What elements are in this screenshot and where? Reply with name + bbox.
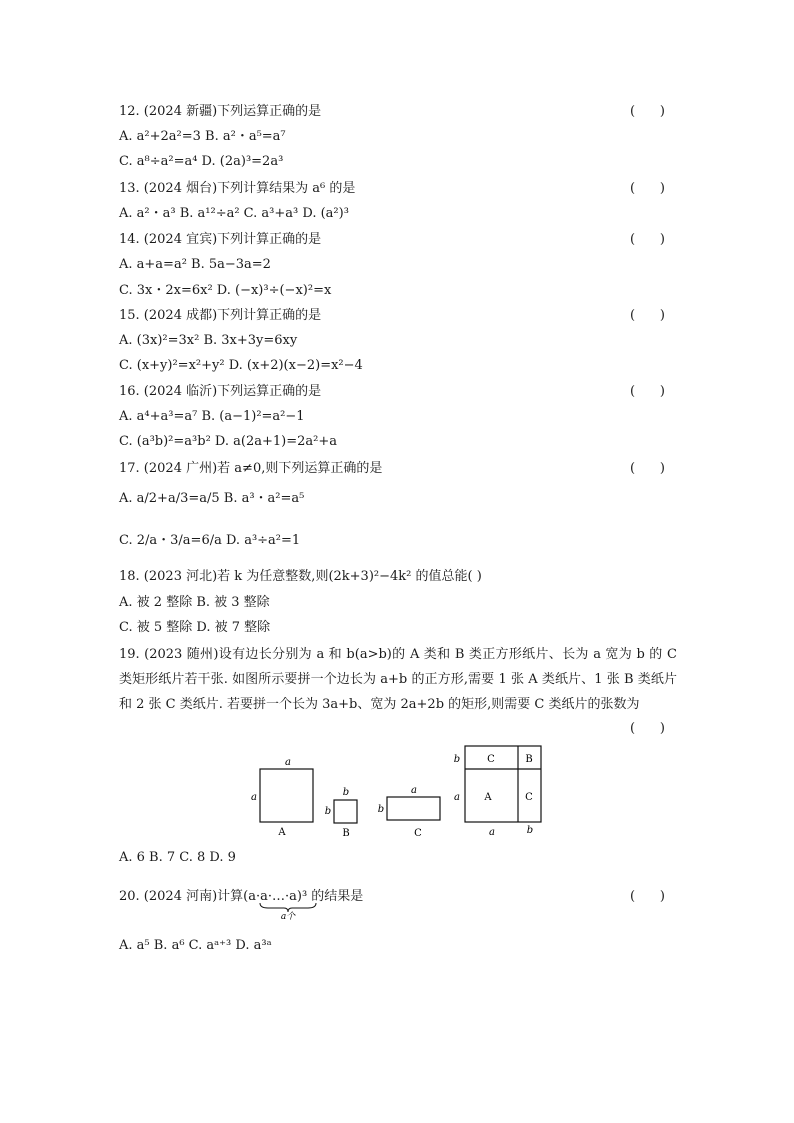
square-a-shape bbox=[260, 769, 313, 822]
question-20-answer-bracket[interactable]: ( ) bbox=[630, 889, 665, 904]
square-a-top-label: a bbox=[285, 757, 291, 768]
question-13-answer-bracket[interactable]: ( ) bbox=[630, 181, 665, 196]
question-16-options-cd: C. (a³b)²=a³b² D. a(2a+1)=2a²+a bbox=[119, 434, 337, 449]
question-17-options-cd: C. 2/a・3/a=6/a D. a³÷a²=1 bbox=[119, 533, 301, 548]
question-17-stem: 17. (2024 广州)若 a≠0,则下列运算正确的是 bbox=[119, 461, 383, 476]
question-18-options-cd: C. 被 5 整除 D. 被 7 整除 bbox=[119, 620, 271, 635]
question-14-options-ab: A. a+a=a² B. 5a−3a=2 bbox=[119, 257, 271, 272]
square-b-top-label: b bbox=[342, 787, 350, 798]
question-20-stem: 20. (2024 河南)计算(a·a·…·a)³ 的结果是 bbox=[119, 889, 364, 904]
rect-c-left-label: b bbox=[377, 804, 385, 815]
question-17-options-ab: A. a/2+a/3=a/5 B. a³・a²=a⁵ bbox=[119, 491, 305, 506]
question-16-options-ab: A. a⁴+a³=a⁷ B. (a−1)²=a²−1 bbox=[119, 409, 305, 424]
square-b-shape bbox=[334, 800, 357, 823]
question-16-answer-bracket[interactable]: ( ) bbox=[630, 384, 665, 399]
question-15-options-cd: C. (x+y)²=x²+y² D. (x+2)(x−2)=x²−4 bbox=[119, 358, 363, 373]
question-15-answer-bracket[interactable]: ( ) bbox=[630, 308, 665, 323]
question-12-options-ab: A. a²+2a²=3 B. a²・a⁵=a⁷ bbox=[119, 129, 286, 144]
question-15-options-ab: A. (3x)²=3x² B. 3x+3y=6xy bbox=[119, 333, 298, 348]
question-14-stem: 14. (2024 宜宾)下列计算正确的是 bbox=[119, 232, 322, 247]
paper-pieces-figure bbox=[248, 742, 548, 842]
question-19-stem: 19. (2023 随州)设有边长分别为 a 和 b(a>b)的 A 类和 B 类正方形纸片、长为 a 宽为 b 的 C 类矩形纸片若干张. 如图所示要拼一个边长为 a+b 的正方形,需要 1 张 A 类纸片、1 张 B 类纸片和 2 张 C 类纸片. 若要拼一个长为 3a+b、宽为 2a+2b 的矩形,则需要 C 类纸片的张数为 bbox=[119, 647, 677, 712]
question-19-answer-bracket[interactable]: ( ) bbox=[630, 721, 665, 736]
question-12-options-cd: C. a⁸÷a²=a⁴ D. (2a)³=2a³ bbox=[119, 154, 284, 169]
question-18-stem: 18. (2023 河北)若 k 为任意整数,则(2k+3)²−4k² 的值总能( ) bbox=[119, 569, 482, 584]
question-20-options: A. a⁵ B. a⁶ C. aᵃ⁺³ D. a³ᵃ bbox=[119, 938, 272, 953]
question-14-answer-bracket[interactable]: ( ) bbox=[630, 232, 665, 247]
square-b-left-label: b bbox=[324, 806, 332, 817]
question-13-stem: 13. (2024 烟台)下列计算结果为 a⁶ 的是 bbox=[119, 181, 356, 196]
question-16-stem: 16. (2024 临沂)下列运算正确的是 bbox=[119, 384, 322, 399]
question-18-options-ab: A. 被 2 整除 B. 被 3 整除 bbox=[119, 595, 270, 610]
combined-bottom-b-label: b bbox=[526, 825, 534, 836]
square-b-name-label: B bbox=[342, 828, 350, 839]
question-14-options-cd: C. 3x・2x=6x² D. (−x)³÷(−x)²=x bbox=[119, 283, 332, 298]
question-15-stem: 15. (2024 成都)下列计算正确的是 bbox=[119, 308, 322, 323]
underbrace-label: a个 bbox=[280, 912, 296, 920]
combined-c-top-label: C bbox=[487, 754, 495, 765]
combined-a-label: A bbox=[484, 792, 492, 803]
rect-c-name-label: C bbox=[414, 828, 422, 839]
square-a-left-label: a bbox=[251, 792, 257, 803]
question-12-answer-bracket[interactable]: ( ) bbox=[630, 104, 665, 119]
question-17-answer-bracket[interactable]: ( ) bbox=[630, 461, 665, 476]
combined-left-a-label: a bbox=[454, 792, 460, 803]
rect-c-shape bbox=[387, 797, 440, 820]
square-a-name-label: A bbox=[278, 827, 286, 838]
combined-b-label: B bbox=[525, 754, 533, 765]
combined-bottom-a-label: a bbox=[489, 827, 495, 838]
underbrace-annotation bbox=[258, 902, 318, 920]
question-19-options: A. 6 B. 7 C. 8 D. 9 bbox=[119, 850, 236, 865]
combined-c-right-label: C bbox=[525, 792, 533, 803]
rect-c-top-label: a bbox=[411, 785, 417, 796]
combined-left-b-label: b bbox=[453, 754, 461, 765]
question-12-stem: 12. (2024 新疆)下列运算正确的是 bbox=[119, 104, 322, 119]
question-13-options: A. a²・a³ B. a¹²÷a² C. a³+a³ D. (a²)³ bbox=[119, 206, 349, 221]
